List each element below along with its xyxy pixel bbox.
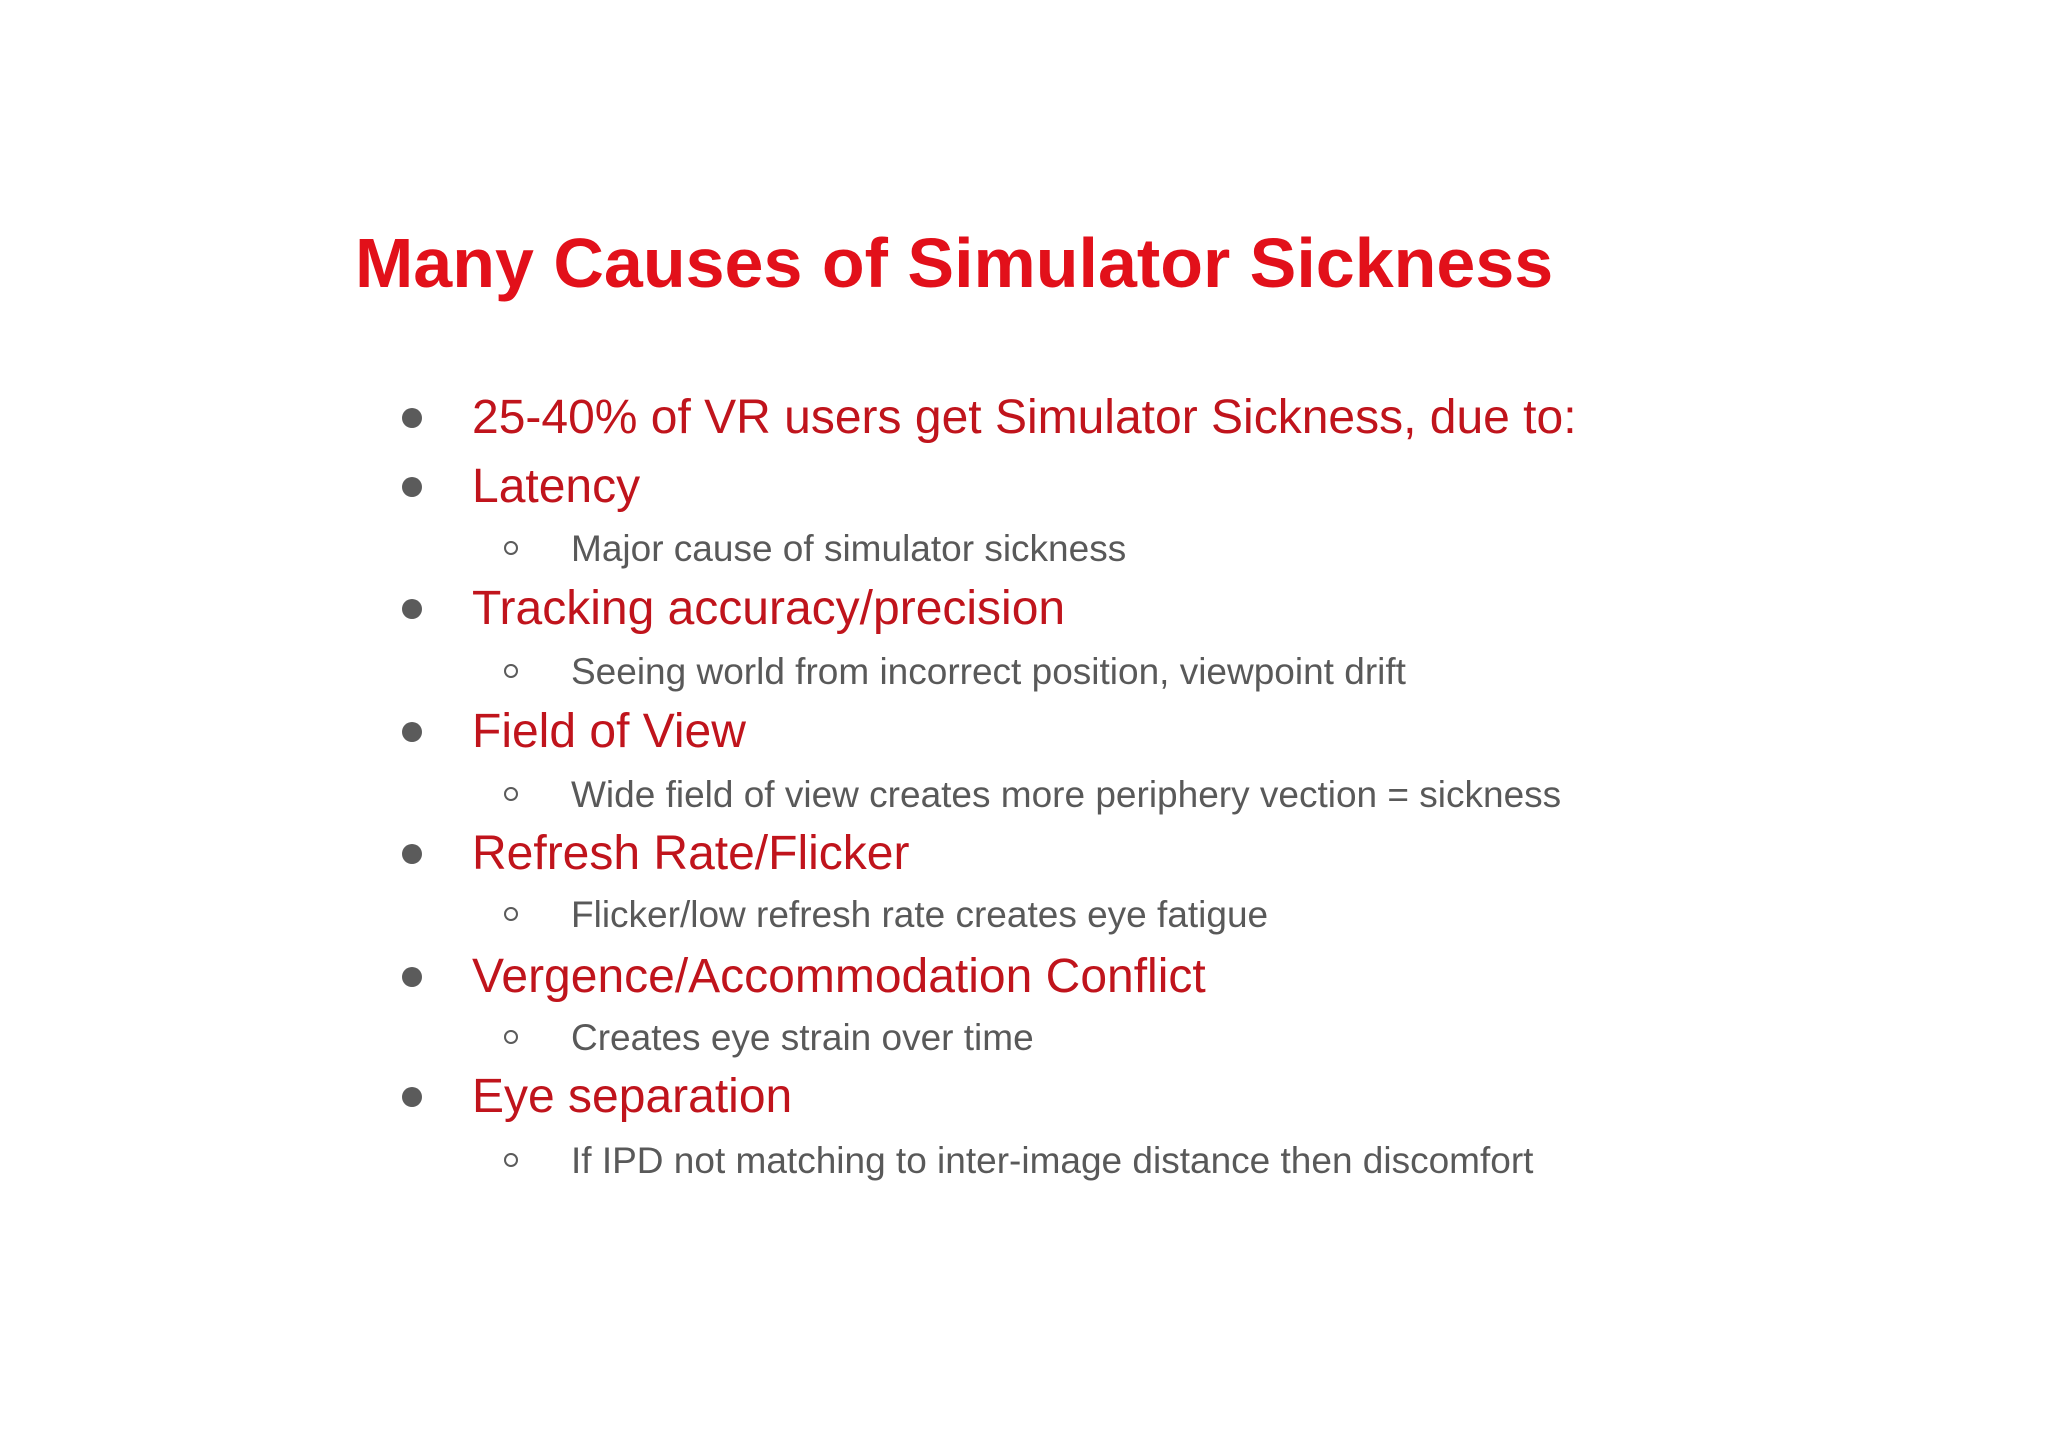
filled-bullet-icon: [400, 452, 424, 522]
sub-bullet-text: Flicker/low refresh rate creates eye fatigue: [571, 894, 1269, 935]
hollow-bullet-icon: [503, 524, 523, 574]
bullet-text: Latency: [472, 460, 641, 513]
filled-bullet-icon: [400, 942, 424, 1012]
sub-bullet-text: Wide field of view creates more periphery vection = sickness: [571, 774, 1562, 815]
bullet-text: Tracking accuracy/precision: [472, 582, 1066, 635]
bullet-text: Refresh Rate/Flicker: [472, 827, 910, 880]
hollow-bullet-icon: [503, 647, 523, 697]
hollow-bullet-icon: [503, 1136, 523, 1186]
hollow-bullet-icon: [503, 1013, 523, 1063]
sub-bullet-text: Seeing world from incorrect position, viewpoint drift: [571, 651, 1406, 692]
slide-title: Many Causes of Simulator Sickness: [355, 224, 1554, 302]
bullet-text: 25-40% of VR users get Simulator Sickness, due to:: [472, 391, 1577, 444]
filled-bullet-icon: [400, 697, 424, 767]
hollow-bullet-icon: [503, 770, 523, 820]
bullet-text: Vergence/Accommodation Conflict: [472, 950, 1206, 1003]
filled-bullet-icon: [400, 1062, 424, 1132]
sub-bullet-text: If IPD not matching to inter-image distance then discomfort: [571, 1140, 1534, 1181]
sub-bullet-text: Major cause of simulator sickness: [571, 528, 1127, 569]
bullet-text: Eye separation: [472, 1070, 793, 1123]
bullet-text: Field of View: [472, 705, 746, 758]
sub-bullet-text: Creates eye strain over time: [571, 1017, 1034, 1058]
hollow-bullet-icon: [503, 890, 523, 940]
filled-bullet-icon: [400, 819, 424, 889]
filled-bullet-icon: [400, 383, 424, 453]
filled-bullet-icon: [400, 574, 424, 644]
